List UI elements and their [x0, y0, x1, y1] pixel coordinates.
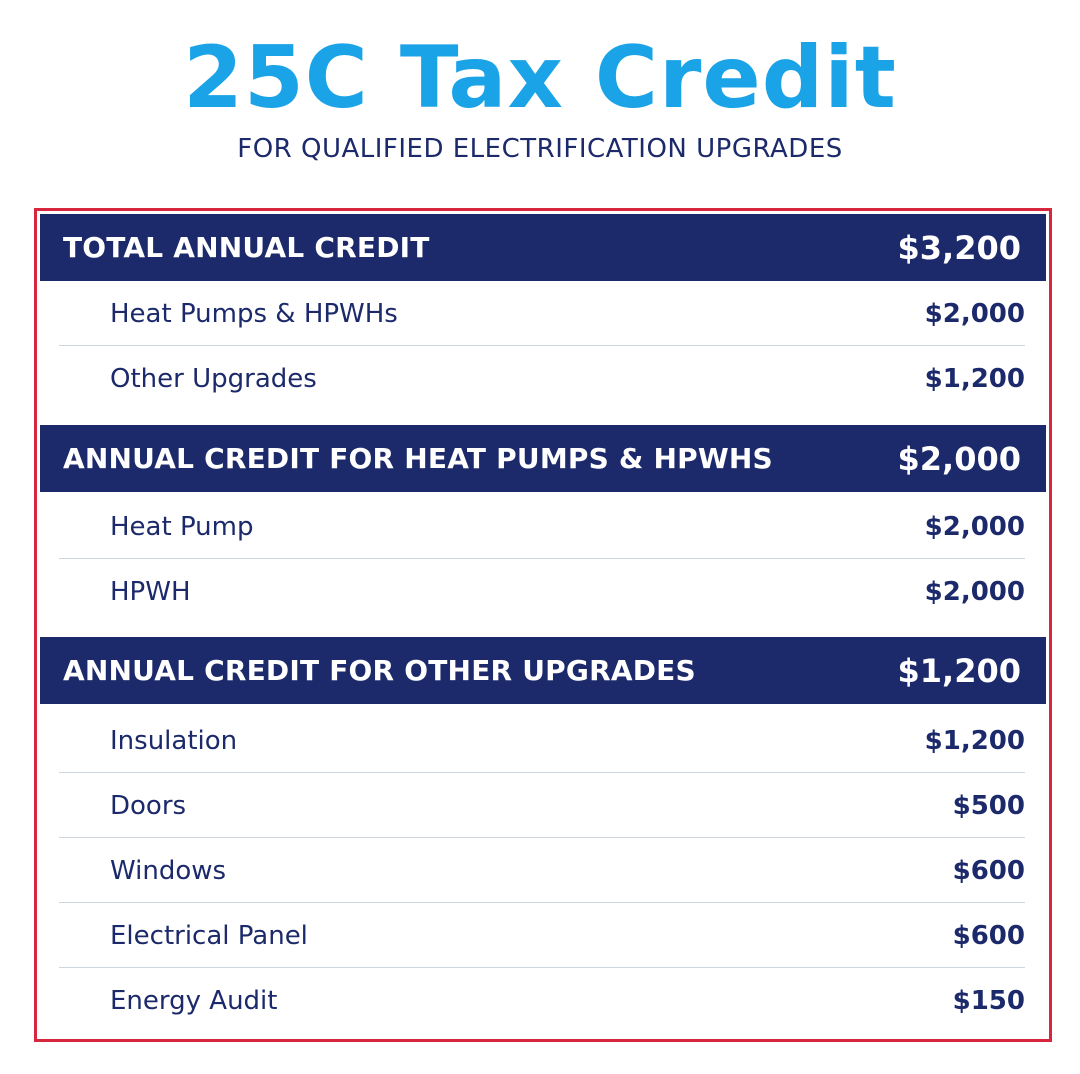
- table-row: [59, 773, 1025, 838]
- section-header-amount: $2,000: [897, 439, 1021, 478]
- row-label: Energy Audit: [110, 985, 278, 1016]
- page-title: 25C Tax Credit: [183, 28, 897, 128]
- table-row: [59, 968, 1025, 1033]
- row-amount: $500: [952, 790, 1025, 821]
- table-row: [59, 494, 1025, 559]
- table-row: [59, 838, 1025, 903]
- row-label: Electrical Panel: [110, 920, 308, 951]
- section-header-label: ANNUAL CREDIT FOR HEAT PUMPS & HPWHS: [63, 442, 773, 475]
- table-row: [59, 559, 1025, 624]
- section-header-heat-pumps: [40, 425, 1046, 492]
- row-amount: $2,000: [924, 298, 1025, 329]
- row-amount: $1,200: [924, 363, 1025, 394]
- section-header-label: ANNUAL CREDIT FOR OTHER UPGRADES: [63, 654, 696, 687]
- row-amount: $2,000: [924, 511, 1025, 542]
- row-amount: $1,200: [924, 725, 1025, 756]
- table-row: [59, 708, 1025, 773]
- row-label: HPWH: [110, 576, 191, 607]
- table-row: [59, 903, 1025, 968]
- section-header-other-upgrades: [40, 637, 1046, 704]
- row-amount: $600: [952, 920, 1025, 951]
- table-row: [59, 281, 1025, 346]
- row-amount: $150: [952, 985, 1025, 1016]
- row-label: Other Upgrades: [110, 363, 317, 394]
- row-label: Doors: [110, 790, 187, 821]
- row-label: Insulation: [110, 725, 238, 756]
- row-amount: $2,000: [924, 576, 1025, 607]
- row-amount: $600: [952, 855, 1025, 886]
- credit-table: [34, 208, 1052, 1042]
- row-label: Heat Pumps & HPWHs: [110, 298, 398, 329]
- row-label: Heat Pump: [110, 511, 254, 542]
- section-header-amount: $3,200: [897, 228, 1021, 267]
- section-header-total: [40, 214, 1046, 281]
- table-row: [59, 346, 1025, 411]
- page-subtitle: FOR QUALIFIED ELECTRIFICATION UPGRADES: [237, 134, 843, 164]
- section-header-label: TOTAL ANNUAL CREDIT: [63, 231, 430, 264]
- section-header-amount: $1,200: [897, 651, 1021, 690]
- row-label: Windows: [110, 855, 227, 886]
